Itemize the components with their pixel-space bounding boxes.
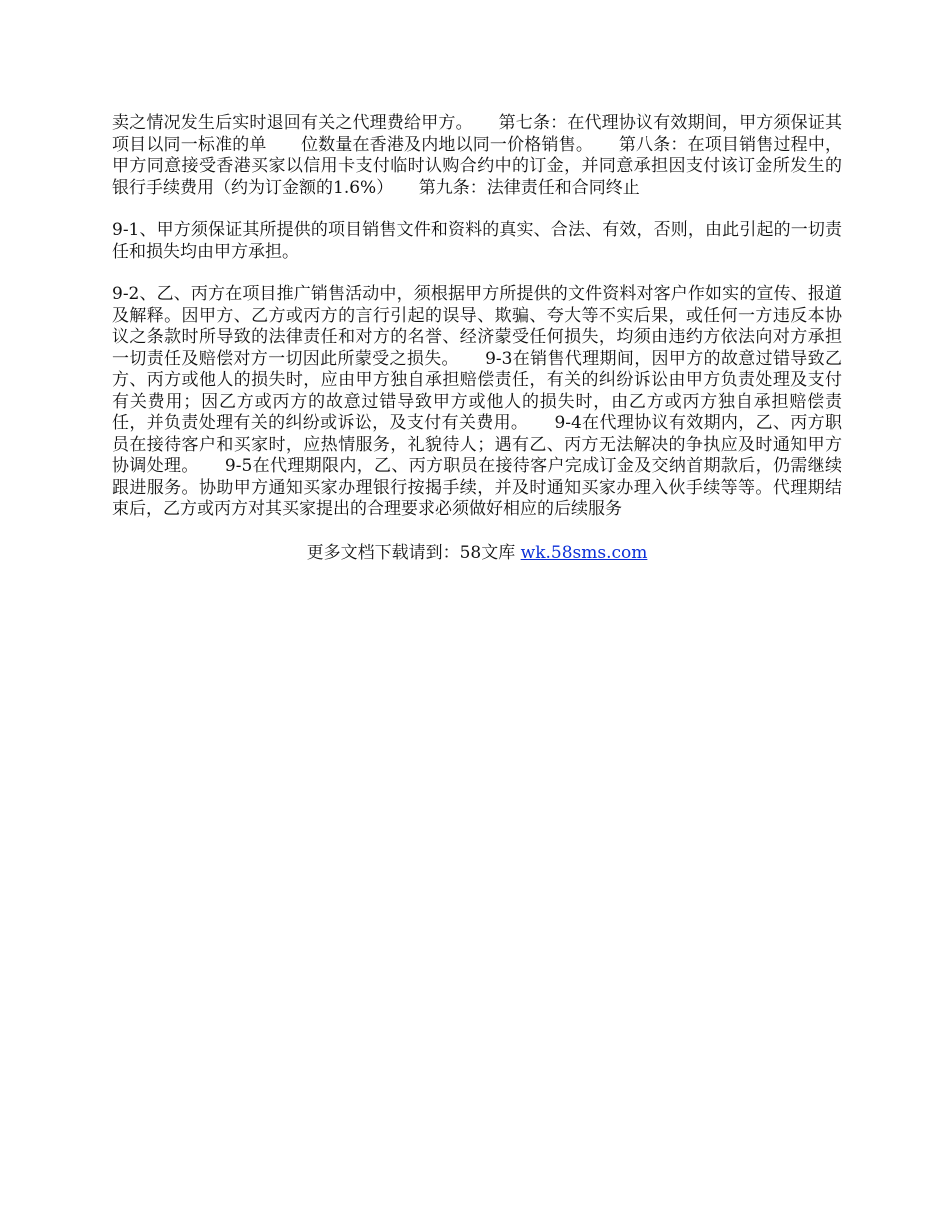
paragraph-clause-9-2: 9-2、乙、丙方在项目推广销售活动中，须根据甲方所提供的文件资料对客户作如实的宣传、报道及解释。因甲方、乙方或丙方的言行引起的误导、欺骗、夸大等不实后果，或任何一方违反本协议之条款时所导致的法律责任和对方的名誉、经济蒙受任何损失，均须由违约方依法向对方承担一切责任及赔偿对方一切因此所蒙受之损失。 9-3在销售代理期间，因甲方的故意过错导致乙方、丙方或他人的损失时，应由甲方独自承担赔偿责任，有关的纠纷诉讼由甲方负责处理及支付有关费用；因乙方或丙方的故意过错导致甲方或他人的损失时，由乙方或丙方独自承担赔偿责任，并负责处理有关的纠纷或诉讼，及支付有关费用。 9-4在代理协议有效期内，乙、丙方职员在接待客户和买家时，应热情服务，礼貌待人；遇有乙、丙方无法解决的争执应及时通知甲方协调处理。 9-5在代理期限内，乙、丙方职员在接待客户完成订金及交纳首期款后，仍需继续跟进服务。协助甲方通知买家办理银行按揭手续，并及时通知买家办理入伙手续等等。代理期结束后，乙方或丙方对其买家提出的合理要求必须做好相应的后续服务	[112, 284, 842, 519]
download-footer	[112, 542, 842, 564]
paragraph-clause-9-1: 9-1、甲方须保证其所提供的项目销售文件和资料的真实、合法、有效，否则，由此引起的一切责任和损失均由甲方承担。	[112, 220, 842, 262]
footer-text: 更多文档下载请到：58文库	[306, 542, 521, 563]
footer-link[interactable]: wk.58sms.com	[520, 542, 648, 563]
paragraph-articles-7-9: 卖之情况发生后实时退回有关之代理费给甲方。 第七条：在代理协议有效期间，甲方须保证其项目以同一标准的单 位数量在香港及内地以同一价格销售。 第八条：在项目销售过程中，甲方同意接受香港买家以信用卡支付临时认购合约中的订金，并同意承担因支付该订金所发生的银行手续费用（约为订金额的1.6%） 第九条：法律责任和合同终止	[112, 113, 842, 198]
document-page	[112, 113, 842, 564]
